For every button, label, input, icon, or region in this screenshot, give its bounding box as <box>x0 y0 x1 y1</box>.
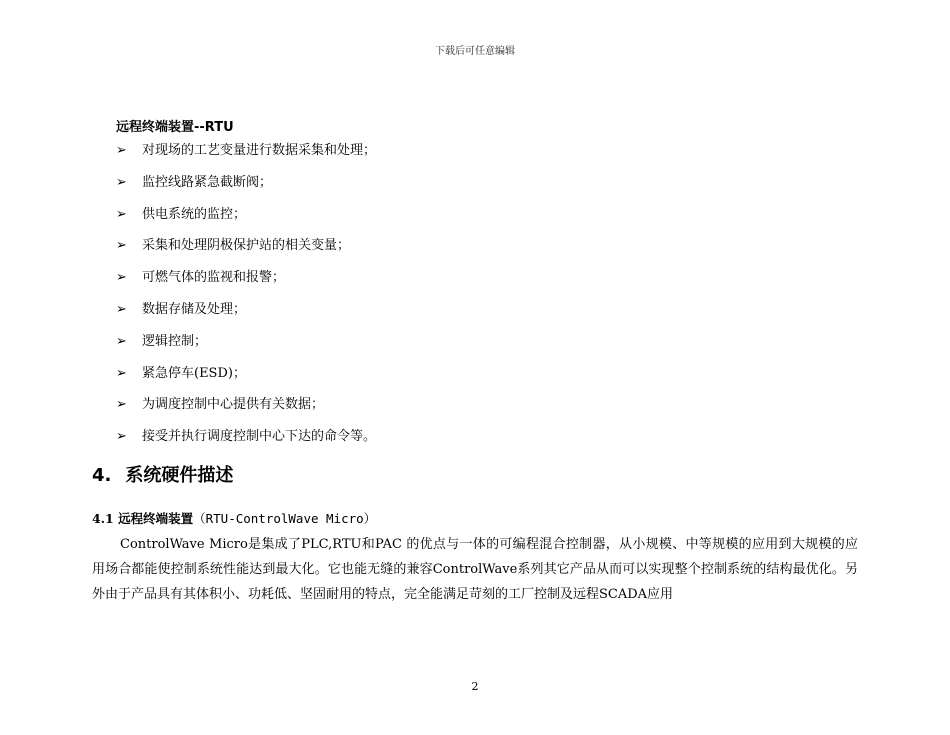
list-item-text: 可燃气体的监视和报警； <box>142 270 286 286</box>
list-item <box>116 202 376 234</box>
list-item-text: 监控线路紧急截断阀； <box>142 174 273 190</box>
arrow-bullet-icon: ➢ <box>116 238 127 254</box>
arrow-bullet-icon: ➢ <box>116 429 127 445</box>
list-item <box>116 361 376 393</box>
list-item <box>116 424 376 456</box>
list-item-text: 接受并执行调度控制中心下达的命令等。 <box>142 429 377 445</box>
body-paragraph: ControlWave Micro是集成了PLC,RTU和PAC 的优点与一体的可编程混合控制器，从小规模、中等规模的应用到大规模的应用场合都能使控制系统性能达到最大化。它也能无缝的兼容ControlWave系列其它产品从而可以实现整个控制系统的结构最优化。另外由于产品具有其体积小、功耗低、坚固耐用的特点，完全能满足苛刻的工厂控制及远程SCADA应用 <box>92 537 858 602</box>
arrow-bullet-icon: ➢ <box>116 365 127 381</box>
list-item-text: 采集和处理阴极保护站的相关变量； <box>142 238 351 254</box>
list-item <box>116 170 376 202</box>
list-item <box>116 265 376 297</box>
arrow-bullet-icon: ➢ <box>116 174 127 190</box>
subsection-heading <box>92 509 376 527</box>
section-number: 4. <box>92 465 112 486</box>
list-item-text: 为调度控制中心提供有关数据； <box>142 397 325 413</box>
rtu-heading: 远程终端装置--RTU <box>116 120 234 135</box>
page-header: 下载后可任意编辑 <box>435 46 515 57</box>
list-item <box>116 297 376 329</box>
section-heading <box>92 461 233 487</box>
arrow-bullet-icon: ➢ <box>116 206 127 222</box>
arrow-bullet-icon: ➢ <box>116 301 127 317</box>
rtu-function-list <box>116 138 376 456</box>
list-item <box>116 138 376 170</box>
list-item-text: 紧急停车(ESD)； <box>142 365 246 381</box>
arrow-bullet-icon: ➢ <box>116 270 127 286</box>
section-title: 系统硬件描述 <box>125 465 234 486</box>
subsection-number: 4.1 <box>92 511 114 526</box>
subsection-paren: （RTU-ControlWave Micro） <box>193 511 377 526</box>
subsection-title: 远程终端装置 <box>118 511 194 526</box>
list-item <box>116 329 376 361</box>
arrow-bullet-icon: ➢ <box>116 397 127 413</box>
arrow-bullet-icon: ➢ <box>116 143 127 158</box>
list-item <box>116 392 376 424</box>
list-item-text: 供电系统的监控； <box>142 206 247 222</box>
list-item <box>116 233 376 265</box>
page-number: 2 <box>471 680 479 693</box>
list-item-text: 逻辑控制； <box>142 333 208 349</box>
arrow-bullet-icon: ➢ <box>116 333 127 349</box>
list-item-text: 数据存储及处理； <box>142 301 247 317</box>
list-item-text: 对现场的工艺变量进行数据采集和处理； <box>142 143 377 158</box>
